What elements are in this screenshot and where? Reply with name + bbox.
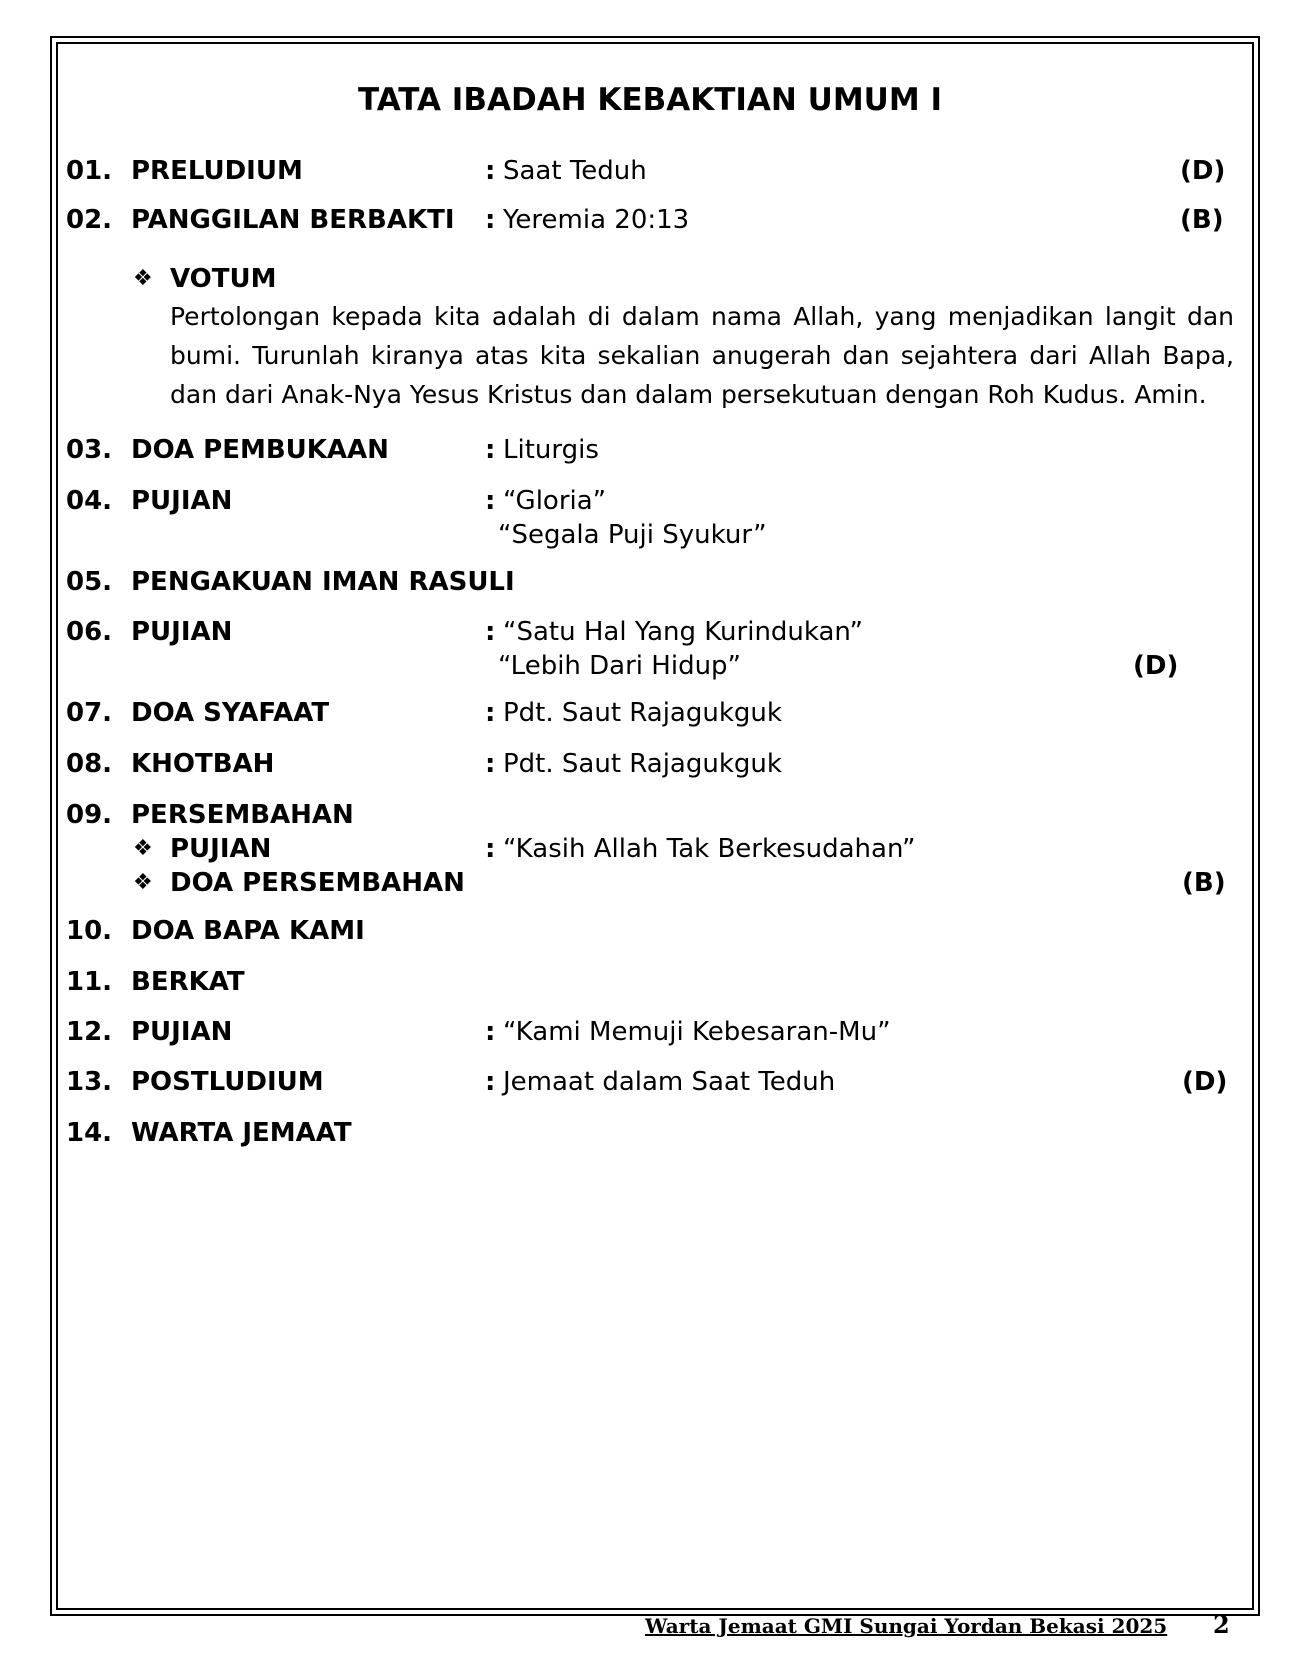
item-code: (B) bbox=[1180, 205, 1224, 235]
item-number: 14. bbox=[66, 1118, 113, 1148]
item-colon: : bbox=[485, 156, 496, 186]
item-number: 02. bbox=[66, 205, 113, 235]
persembahan-sub-pujian bbox=[0, 834, 1300, 868]
item-colon: : bbox=[485, 749, 496, 779]
item-label: PERSEMBAHAN bbox=[131, 800, 354, 830]
item-value: “Gloria” bbox=[503, 486, 607, 516]
item-number: 04. bbox=[66, 486, 113, 516]
item-colon: : bbox=[485, 1017, 496, 1047]
liturgy-item-04 bbox=[0, 486, 1300, 520]
item-value: Yeremia 20:13 bbox=[503, 205, 690, 235]
item-colon: : bbox=[485, 1067, 496, 1097]
persembahan-sub-doa bbox=[0, 868, 1300, 902]
item-label: POSTLUDIUM bbox=[131, 1067, 324, 1097]
liturgy-item-11 bbox=[0, 967, 1300, 1001]
item-number: 12. bbox=[66, 1017, 113, 1047]
item-colon: : bbox=[485, 486, 496, 516]
liturgy-item-09 bbox=[0, 800, 1300, 834]
item-label: WARTA JEMAAT bbox=[131, 1118, 352, 1148]
item-label: PUJIAN bbox=[131, 617, 233, 647]
item-number: 06. bbox=[66, 617, 113, 647]
item-label: PUJIAN bbox=[131, 1017, 233, 1047]
liturgy-item-04-line2 bbox=[0, 520, 1300, 554]
item-number: 10. bbox=[66, 916, 113, 946]
item-colon: : bbox=[485, 617, 496, 647]
item-value: Liturgis bbox=[503, 435, 599, 465]
item-colon: : bbox=[485, 834, 496, 864]
liturgy-item-10 bbox=[0, 916, 1300, 950]
item-label: BERKAT bbox=[131, 967, 245, 997]
item-colon: : bbox=[485, 435, 496, 465]
item-value: “Satu Hal Yang Kurindukan” bbox=[503, 617, 863, 647]
liturgy-item-05 bbox=[0, 567, 1300, 601]
liturgy-item-01 bbox=[0, 156, 1300, 190]
item-number: 13. bbox=[66, 1067, 113, 1097]
item-label: DOA BAPA KAMI bbox=[131, 916, 365, 946]
item-value-second: “Segala Puji Syukur” bbox=[498, 520, 767, 550]
votum-text: Pertolongan kepada kita adalah di dalam nama Allah, yang menjadikan langit dan bumi. Turunlah kiranya atas kita sekalian anugerah dan sejahtera dari Allah Bapa, dan dari Anak-Nya Yesus Kristus dan dalam persekutuan dengan Roh Kudus. Amin. bbox=[170, 302, 1234, 409]
page-title: TATA IBADAH KEBAKTIAN UMUM I bbox=[357, 82, 943, 118]
liturgy-item-13 bbox=[0, 1067, 1300, 1101]
item-code: (D) bbox=[1182, 1067, 1228, 1097]
liturgy-item-06-line2 bbox=[0, 651, 1300, 685]
item-colon: : bbox=[485, 205, 496, 235]
item-value: “Kasih Allah Tak Berkesudahan” bbox=[503, 834, 916, 864]
item-label: PUJIAN bbox=[131, 486, 233, 516]
item-value: Pdt. Saut Rajagukguk bbox=[503, 749, 782, 779]
item-label: PENGAKUAN IMAN RASULI bbox=[131, 567, 515, 597]
liturgy-item-03 bbox=[0, 435, 1300, 469]
liturgy-item-06 bbox=[0, 617, 1300, 651]
item-label: KHOTBAH bbox=[131, 749, 275, 779]
page-number: 2 bbox=[1213, 1610, 1230, 1639]
item-colon: : bbox=[485, 698, 496, 728]
liturgy-item-08 bbox=[0, 749, 1300, 783]
item-code: (B) bbox=[1182, 868, 1226, 898]
votum-heading bbox=[0, 264, 1300, 298]
bullet-icon: ❖ bbox=[133, 266, 153, 291]
item-value: Saat Teduh bbox=[503, 156, 647, 186]
item-value-second: “Lebih Dari Hidup” bbox=[498, 651, 742, 681]
item-label: DOA SYAFAAT bbox=[131, 698, 330, 728]
item-number: 05. bbox=[66, 567, 113, 597]
item-label: PRELUDIUM bbox=[131, 156, 303, 186]
item-number: 09. bbox=[66, 800, 113, 830]
item-code: (D) bbox=[1133, 651, 1179, 681]
item-code: (D) bbox=[1180, 156, 1226, 186]
item-number: 07. bbox=[66, 698, 113, 728]
bullet-icon: ❖ bbox=[133, 870, 153, 895]
votum-label: VOTUM bbox=[170, 264, 277, 294]
item-number: 11. bbox=[66, 967, 113, 997]
item-value: Pdt. Saut Rajagukguk bbox=[503, 698, 782, 728]
item-number: 08. bbox=[66, 749, 113, 779]
sub-label: PUJIAN bbox=[170, 834, 272, 864]
item-number: 01. bbox=[66, 156, 113, 186]
item-value: Jemaat dalam Saat Teduh bbox=[503, 1067, 836, 1097]
liturgy-item-07 bbox=[0, 698, 1300, 732]
item-value: “Kami Memuji Kebesaran-Mu” bbox=[503, 1017, 891, 1047]
footer-title: Warta Jemaat GMI Sungai Yordan Bekasi 2025 bbox=[645, 1614, 1168, 1638]
liturgy-item-02 bbox=[0, 205, 1300, 239]
item-label: PANGGILAN BERBAKTI bbox=[131, 205, 455, 235]
liturgy-item-14 bbox=[0, 1118, 1300, 1152]
item-label: DOA PEMBUKAAN bbox=[131, 435, 389, 465]
sub-label: DOA PERSEMBAHAN bbox=[170, 868, 465, 898]
liturgy-item-12 bbox=[0, 1017, 1300, 1051]
item-number: 03. bbox=[66, 435, 113, 465]
bullet-icon: ❖ bbox=[133, 836, 153, 861]
